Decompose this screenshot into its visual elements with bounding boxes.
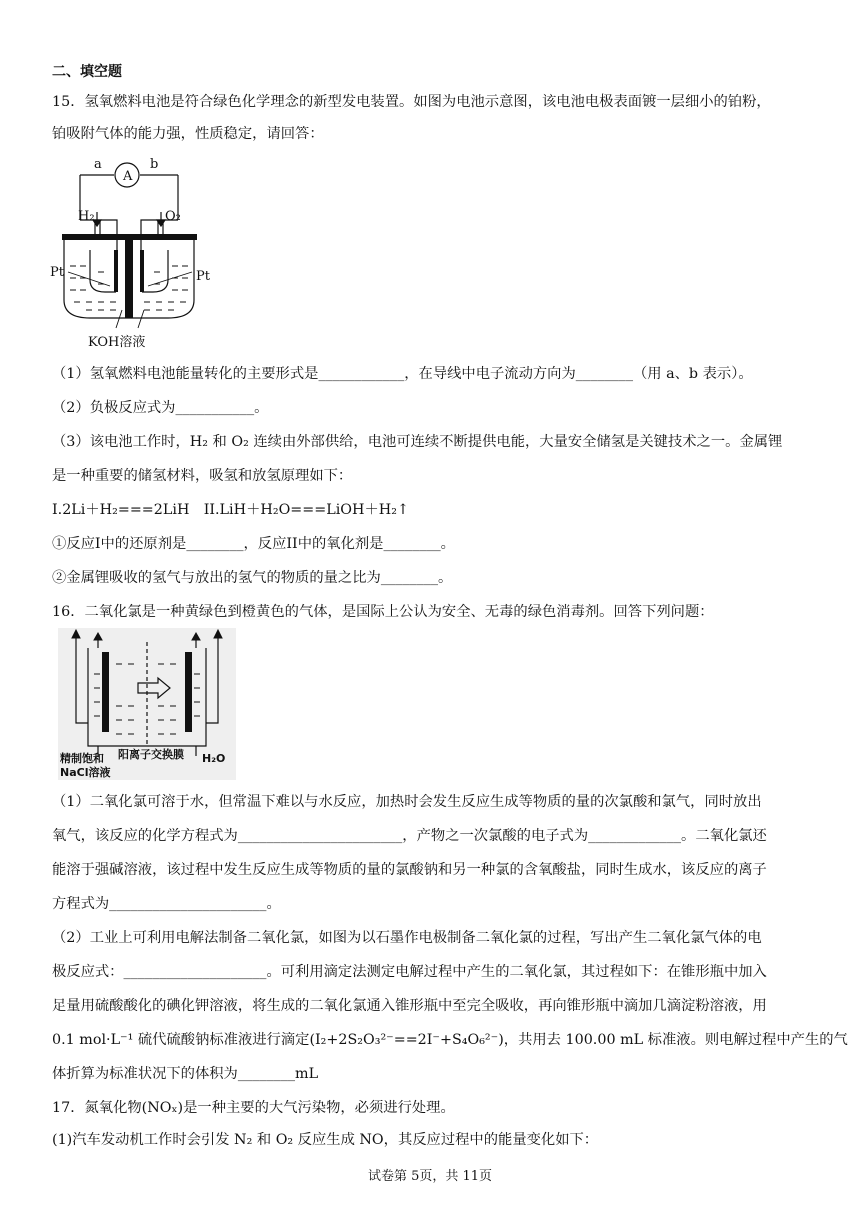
- fig2-label-inlet-left-1: 精制饱和: [60, 752, 104, 765]
- fig2-label-membrane: 阳离子交换膜: [118, 748, 184, 761]
- q15-intro-line2: 铂吸附气体的能力强，性质稳定，请回答：: [52, 126, 324, 142]
- q16-part2-line3: 足量用硫酸酸化的碘化钾溶液，将生成的二氧化氯通入锥形瓶中至完全吸收，再向锥形瓶中滴加几滴淀粉溶液，用: [52, 998, 767, 1014]
- q16-part1-line1: （1）二氧化氯可溶于水，但常温下难以与水反应，加热时会发生反应生成等物质的量的次氯酸和氯气，同时放出: [52, 794, 762, 810]
- q16-part2-line5: 体折算为标准状况下的体积为________mL: [52, 1066, 319, 1082]
- q16-part2-line1: （2）工业上可利用电解法制备二氧化氯，如图为以石墨作电极制备二氧化氯的过程，写出产生二氧化氯气体的电: [52, 930, 762, 946]
- fig1-label-solution: KOH溶液: [88, 335, 146, 350]
- q15-sub1: ①反应I中的还原剂是________，反应II中的氧化剂是________。: [52, 536, 455, 552]
- q15-part3-line1: （3）该电池工作时，H₂ 和 O₂ 连续由外部供给，电池可连续不断提供电能，大量安全储氢是关键技术之一。金属锂: [52, 434, 783, 450]
- fig1-label-a: a: [94, 157, 102, 172]
- q17-intro: 17．氮氧化物(NOₓ)是一种主要的大气污染物，必须进行处理。: [52, 1100, 455, 1116]
- fig1-label-h2: H₂: [78, 209, 95, 224]
- fig1-label-pt-left: Pt: [50, 265, 64, 280]
- q16-part1-line2: 氧气，该反应的化学方程式为_______________________，产物之一次氯酸的电子式为_____________。二氧化氯还: [52, 828, 767, 844]
- fig1-label-b: b: [150, 157, 159, 172]
- q16-part1-line4: 方程式为______________________。: [52, 896, 281, 912]
- q16-part2-line4: 0.1 mol·L⁻¹ 硫代硫酸钠标准液进行滴定(I₂+2S₂O₃²⁻==2I⁻+S₄O₆²⁻)，共用去 100.00 mL 标准液。则电解过程中产生的气: [52, 1032, 848, 1048]
- q17-part1: (1)汽车发动机工作时会引发 N₂ 和 O₂ 反应生成 NO，其反应过程中的能量变化如下：: [52, 1132, 599, 1148]
- electrolysis-diagram: [58, 628, 236, 780]
- q15-reactions: I.2Li＋H₂===2LiH II.LiH＋H₂O===LiOH＋H₂↑: [52, 502, 409, 518]
- q15-sub2: ②金属锂吸收的氢气与放出的氢气的物质的量之比为________。: [52, 570, 453, 586]
- q15-part2: （2）负极反应式为___________。: [52, 400, 269, 416]
- fig1-label-pt-right: Pt: [196, 269, 210, 284]
- q16-part2-line2: 极反应式：____________________。可利用滴定法测定电解过程中产生的二氧化氯，其过程如下：在锥形瓶中加入: [52, 964, 767, 980]
- q15-part3-line2: 是一种重要的储氢材料，吸氢和放氢原理如下：: [52, 468, 353, 484]
- page-footer: 试卷第 5页，共 11页: [367, 1169, 493, 1184]
- fuel-cell-diagram: [50, 150, 240, 355]
- q16-intro: 16．二氧化氯是一种黄绿色到橙黄色的气体，是国际上公认为安全、无毒的绿色消毒剂。回答下列问题：: [52, 604, 714, 620]
- fig1-ammeter-label: A: [123, 169, 133, 184]
- q15-part1: （1）氢氧燃料电池能量转化的主要形式是____________，在导线中电子流动方向为________（用 a、b 表示）。: [52, 366, 753, 382]
- fig1-label-o2: O₂: [165, 209, 181, 224]
- fig2-label-inlet-right: H₂O: [202, 752, 226, 765]
- section-title: 二、填空题: [52, 64, 122, 80]
- q16-part1-line3: 能溶于强碱溶液，该过程中发生反应生成等物质的量的氯酸钠和另一种氯的含氧酸盐，同时生成水，该反应的离子: [52, 862, 767, 878]
- fig2-label-inlet-left-2: NaCl溶液: [60, 766, 111, 779]
- q15-intro-line1: 15．氢氧燃料电池是符合绿色化学理念的新型发电装置。如图为电池示意图，该电池电极表面镀一层细小的铂粉，: [52, 94, 771, 110]
